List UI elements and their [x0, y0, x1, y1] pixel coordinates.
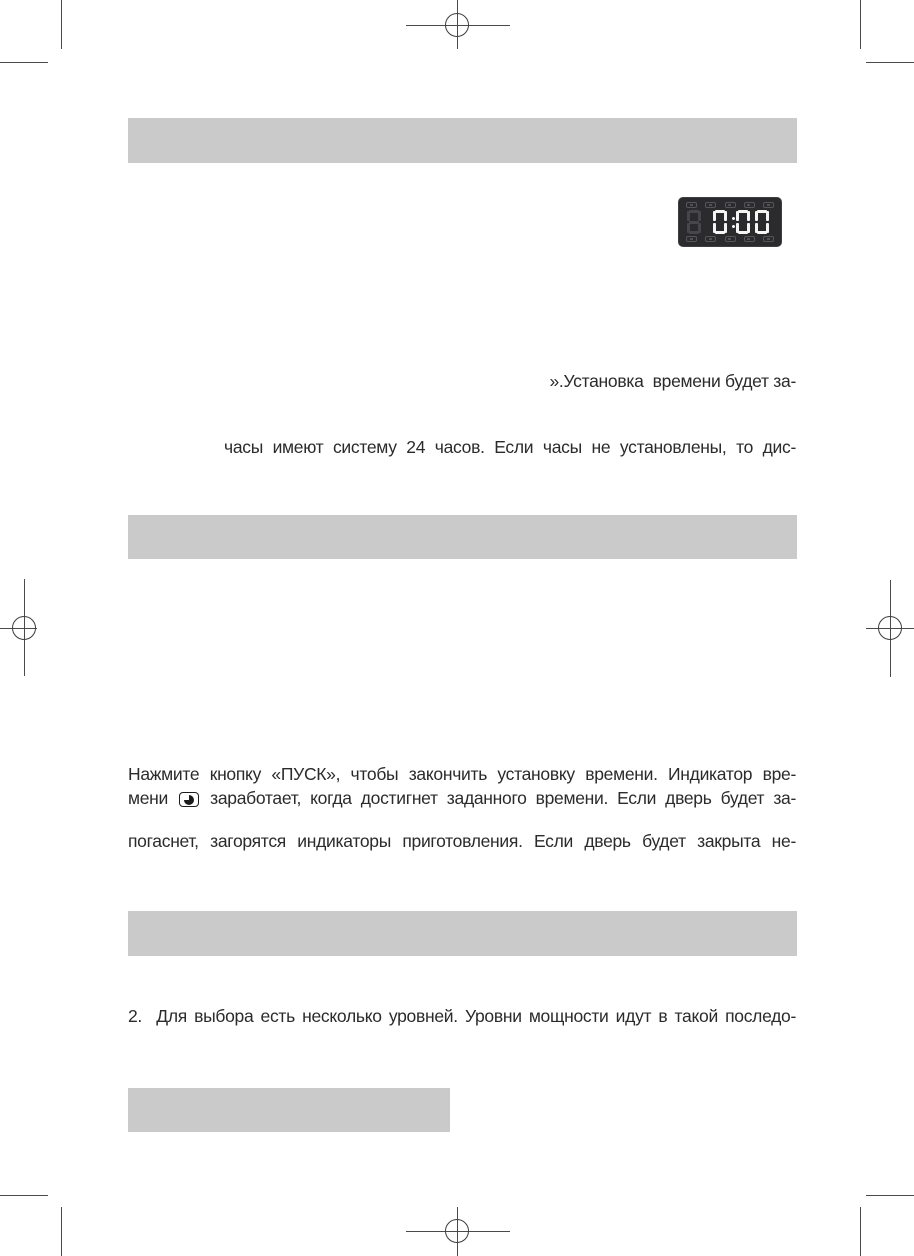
crop-mark-bottom-right-horizontal — [866, 1195, 914, 1196]
crop-mark-top-right-vertical — [860, 0, 861, 49]
display-bottom-indicator-icon-3 — [725, 236, 736, 242]
display-ghost-digit — [687, 210, 701, 234]
clock-pie-glyph — [184, 795, 194, 805]
section-heading-bar-4 — [128, 1088, 450, 1132]
display-indicator-row-bottom — [679, 235, 781, 243]
display-digit — [736, 210, 750, 234]
display-bottom-indicator-icon-2 — [705, 236, 716, 242]
start-paragraph-line-2-after: заработает, когда достигнет заданного времени. Если дверь будет за- — [210, 788, 796, 808]
display-top-indicator-icon-4 — [744, 202, 755, 208]
crop-mark-bottom-left-vertical — [61, 1207, 62, 1256]
registration-mark-left-circle-icon — [12, 616, 36, 640]
crop-mark-bottom-right-vertical — [860, 1207, 861, 1256]
registration-mark-right-circle-icon — [878, 616, 902, 640]
display-indicator-row-top — [679, 201, 781, 209]
start-paragraph-line-1: Нажмите кнопку «ПУСК», чтобы закончить установку времени. Индикатор вре- — [128, 764, 796, 784]
start-paragraph-line-2-before: мени — [128, 788, 169, 808]
display-digit — [713, 210, 727, 234]
display-top-indicator-icon-1 — [686, 202, 697, 208]
section-heading-bar-1 — [128, 118, 797, 163]
crop-mark-bottom-left-horizontal — [0, 1195, 48, 1196]
clock-text-line-1: ».Установка времени будет за- — [549, 371, 796, 391]
display-top-indicator-icon-5 — [763, 202, 774, 208]
start-paragraph-line-2 — [128, 788, 796, 809]
microwave-led-display — [678, 197, 782, 247]
display-top-indicator-icon-2 — [705, 202, 716, 208]
clock-text-line-2: часы имеют систему 24 часов. Если часы не установлены, то дис- — [224, 437, 796, 457]
crop-mark-top-right-horizontal — [866, 62, 914, 63]
crop-mark-top-left-horizontal — [0, 62, 48, 63]
section-heading-bar-3 — [128, 911, 797, 956]
time-indicator-icon — [179, 792, 199, 807]
registration-mark-top-circle-icon — [445, 13, 469, 37]
registration-mark-bottom-circle-icon — [445, 1219, 469, 1243]
display-bottom-indicator-icon-1 — [686, 236, 697, 242]
display-top-indicator-icon-3 — [725, 202, 736, 208]
section-heading-bar-2 — [128, 515, 797, 559]
power-level-item-2: 2. Для выбора есть несколько уровней. Уровни мощности идут в такой последо- — [128, 1006, 796, 1026]
display-bottom-indicator-icon-4 — [744, 236, 755, 242]
display-bottom-indicator-icon-5 — [763, 236, 774, 242]
display-time-digits — [679, 210, 781, 234]
display-digit — [755, 210, 769, 234]
crop-mark-top-left-vertical — [61, 0, 62, 49]
start-paragraph-line-3: погаснет, загорятся индикаторы приготовления. Если дверь будет закрыта не- — [128, 831, 796, 851]
